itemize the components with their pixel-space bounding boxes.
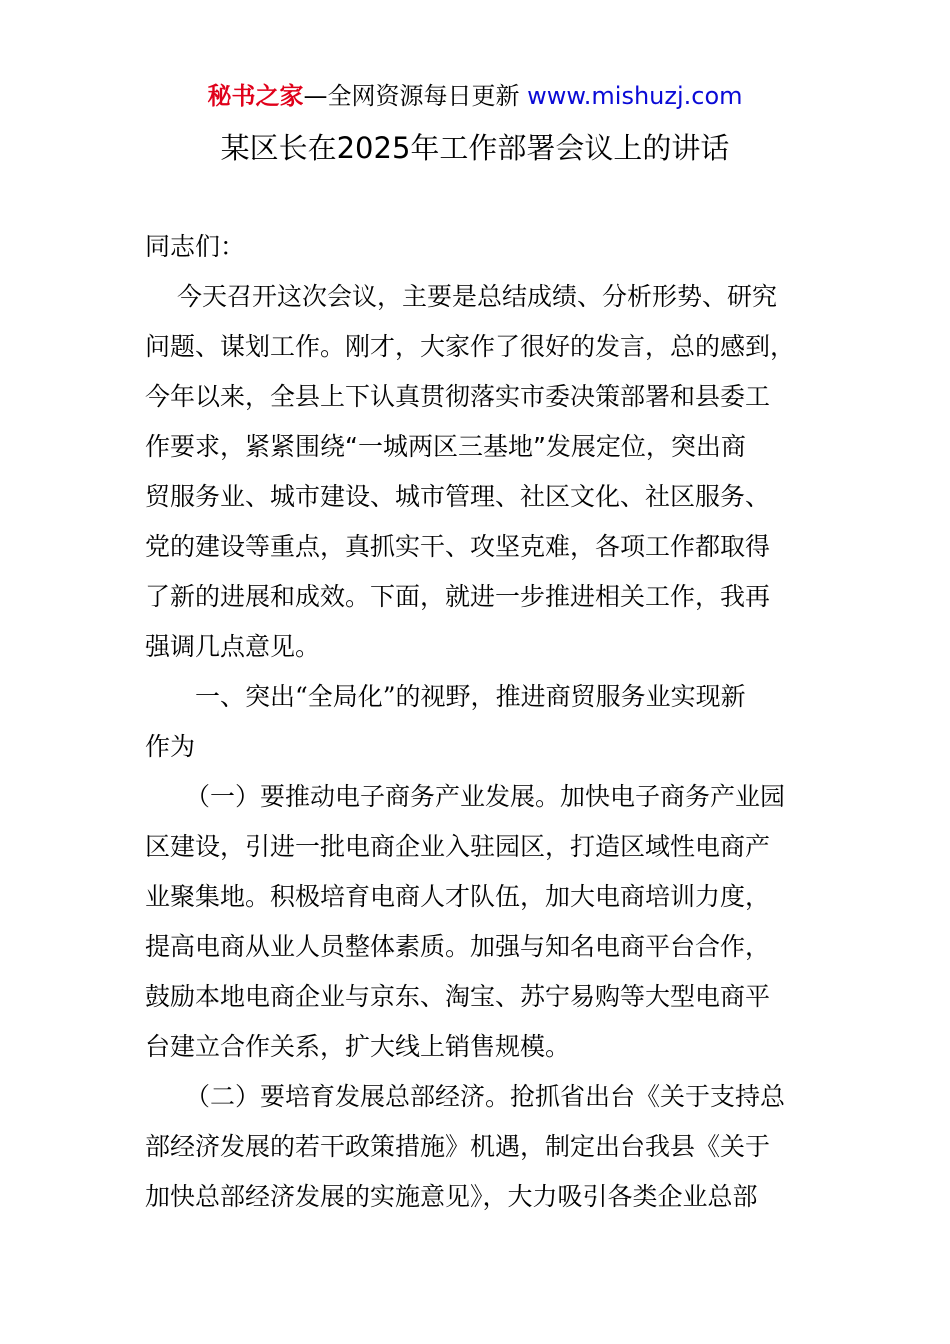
document-title: 某区长在2025年工作部署会议上的讲话 — [220, 131, 730, 165]
section-heading-continued: 作为 — [145, 732, 196, 761]
document-body — [145, 222, 795, 1222]
paragraph-line: 鼓励本地电商企业与京东、淘宝、苏宁易购等大型电商平 — [145, 982, 771, 1011]
section-heading: 一、突出“全局化”的视野，推进商贸服务业实现新 — [195, 682, 746, 711]
paragraph-line: 问题、谋划工作。刚才，大家作了很好的发言，总的感到， — [145, 332, 796, 361]
paragraph-line: 作要求，紧紧围绕“一城两区三基地”发展定位，突出商 — [145, 432, 746, 461]
paragraph-line: 今年以来，全县上下认真贯彻落实市委决策部署和县委工 — [145, 382, 771, 411]
paragraph-line: 业聚集地。积极培育电商人才队伍，加大电商培训力度， — [145, 882, 771, 911]
site-url-link[interactable]: www.mishuzj.com — [527, 82, 743, 110]
paragraph-line: 提高电商从业人员整体素质。加强与知名电商平台合作， — [145, 932, 771, 961]
paragraph-line: 贸服务业、城市建设、城市管理、社区文化、社区服务、 — [145, 482, 771, 511]
paragraph-line: 台建立合作关系，扩大线上销售规模。 — [145, 1032, 571, 1061]
paragraph-line: 了新的进展和成效。下面，就进一步推进相关工作，我再 — [145, 582, 771, 611]
site-header — [0, 80, 950, 112]
paragraph-line: 今天召开这次会议，主要是总结成绩、分析形势、研究 — [177, 282, 778, 311]
paragraph-line: 区建设，引进一批电商企业入驻园区，打造区域性电商产 — [145, 832, 771, 861]
paragraph-line: 加快总部经济发展的实施意见》，大力吸引各类企业总部 — [145, 1182, 758, 1211]
paragraph-line: 强调几点意见。 — [145, 632, 321, 661]
paragraph-line: 党的建设等重点，真抓实干、攻坚克难，各项工作都取得 — [145, 532, 771, 561]
paragraph-line: （二）要培育发展总部经济。抢抓省出台《关于支持总 — [185, 1082, 786, 1111]
paragraph-line: （一）要推动电子商务产业发展。加快电子商务产业园 — [185, 782, 786, 811]
salutation: 同志们： — [145, 232, 246, 261]
paragraph-line: 部经济发展的若干政策措施》机遇，制定出台我县《关于 — [145, 1132, 771, 1161]
brand-name: 秘书之家 — [207, 82, 304, 110]
site-tagline: —全网资源每日更新 — [303, 82, 528, 110]
